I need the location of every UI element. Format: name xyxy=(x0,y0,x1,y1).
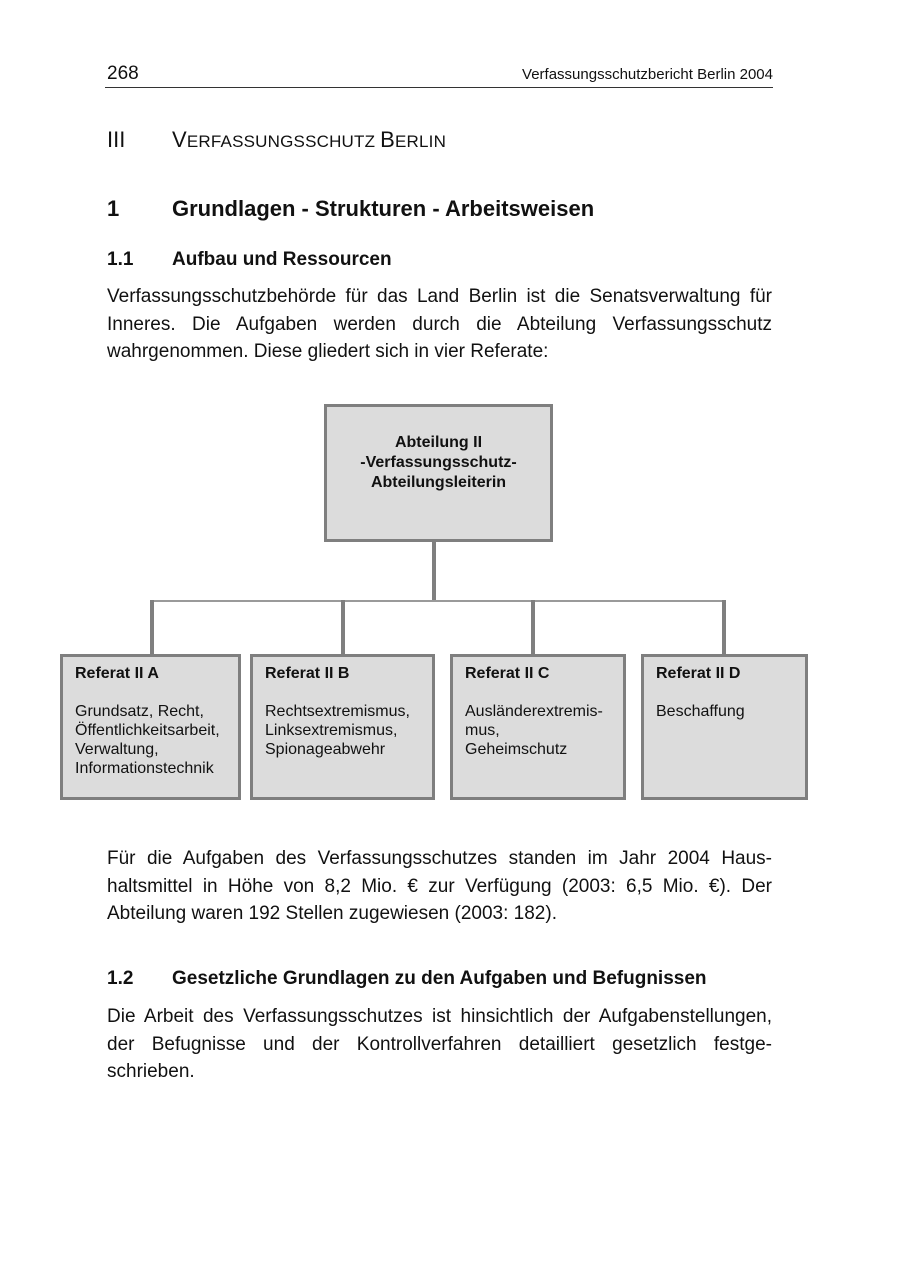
referat-c-title: Referat II C xyxy=(465,665,550,682)
abteilung-line-2: -Verfassungsschutz- xyxy=(360,454,517,471)
referat-c-desc: Ausländerextremis- mus, Geheimschutz xyxy=(465,703,603,758)
running-title: Verfassungsschutzbericht Berlin 2004 xyxy=(522,66,773,83)
section-1-1-title: Aufbau und Ressourcen xyxy=(172,249,392,270)
referat-d-desc: Beschaffung xyxy=(656,703,745,720)
header-rule xyxy=(105,87,773,88)
referat-b-desc: Rechtsextremismus, Linksextremismus, Spionageabwehr xyxy=(265,703,410,758)
connector-drop-b xyxy=(341,600,345,656)
section-1-title: Grundlagen - Strukturen - Arbeitsweisen xyxy=(172,196,595,221)
org-box-referat-d xyxy=(641,654,808,800)
section-1-number: 1 xyxy=(107,196,120,221)
section-1-1-number: 1.1 xyxy=(107,249,134,270)
connector-drop-a xyxy=(150,600,154,656)
connector-horizontal xyxy=(151,600,725,602)
part-number: III xyxy=(107,127,126,152)
part-title-rest1: ERFASSUNGSSCHUTZ xyxy=(186,132,381,151)
abteilung-line-1: Abteilung II xyxy=(394,434,483,451)
section-1-2-title: Gesetzliche Grundlagen zu den Aufgaben und Befugnissen xyxy=(172,968,707,989)
connector-vertical-top xyxy=(432,540,436,602)
org-box-referat-b xyxy=(250,654,435,800)
legal-basis-paragraph: Die Arbeit des Verfassungsschutzes ist hinsichtlich der Aufgabenstellungen, der Befugnisse und der Kontrollverfahren detailliert gesetzlich festge-schrieben. xyxy=(107,1006,772,1082)
org-box-abteilung xyxy=(324,404,553,542)
connector-drop-c xyxy=(531,600,535,656)
abteilung-line-3: Abteilungsleiterin xyxy=(370,474,507,491)
referat-a-title: Referat II A xyxy=(75,665,159,682)
part-title-b: B xyxy=(380,127,396,152)
section-1-2-number: 1.2 xyxy=(107,968,134,989)
part-title-rest2: ERLIN xyxy=(395,132,447,151)
page-number: 268 xyxy=(107,63,139,84)
org-box-referat-c xyxy=(450,654,626,800)
part-title xyxy=(172,127,446,153)
part-title-v: V xyxy=(172,127,187,152)
budget-paragraph: Für die Aufgaben des Verfassungsschutzes standen im Jahr 2004 Haus-haltsmittel in Höhe von 8,2 Mio. € zur Verfügung (2003: 6,5 Mio. €). Der Abteilung waren 192 Stellen zugewiesen (2003: 182). xyxy=(107,848,772,924)
intro-paragraph: Verfassungsschutzbehörde für das Land Berlin ist die Senatsverwaltung für Inneres. Die Aufgaben werden durch die Abteilung Verfassungsschutz wahrgenommen. Diese gliedert sich in vier Referate: xyxy=(107,286,772,362)
referat-b-title: Referat II B xyxy=(265,665,350,682)
org-box-referat-a xyxy=(60,654,241,800)
referat-d-title: Referat II D xyxy=(656,665,741,682)
connector-drop-d xyxy=(722,600,726,656)
referat-a-desc: Grundsatz, Recht, Öffentlichkeitsarbeit, Verwaltung, Informationstechnik xyxy=(75,703,220,777)
